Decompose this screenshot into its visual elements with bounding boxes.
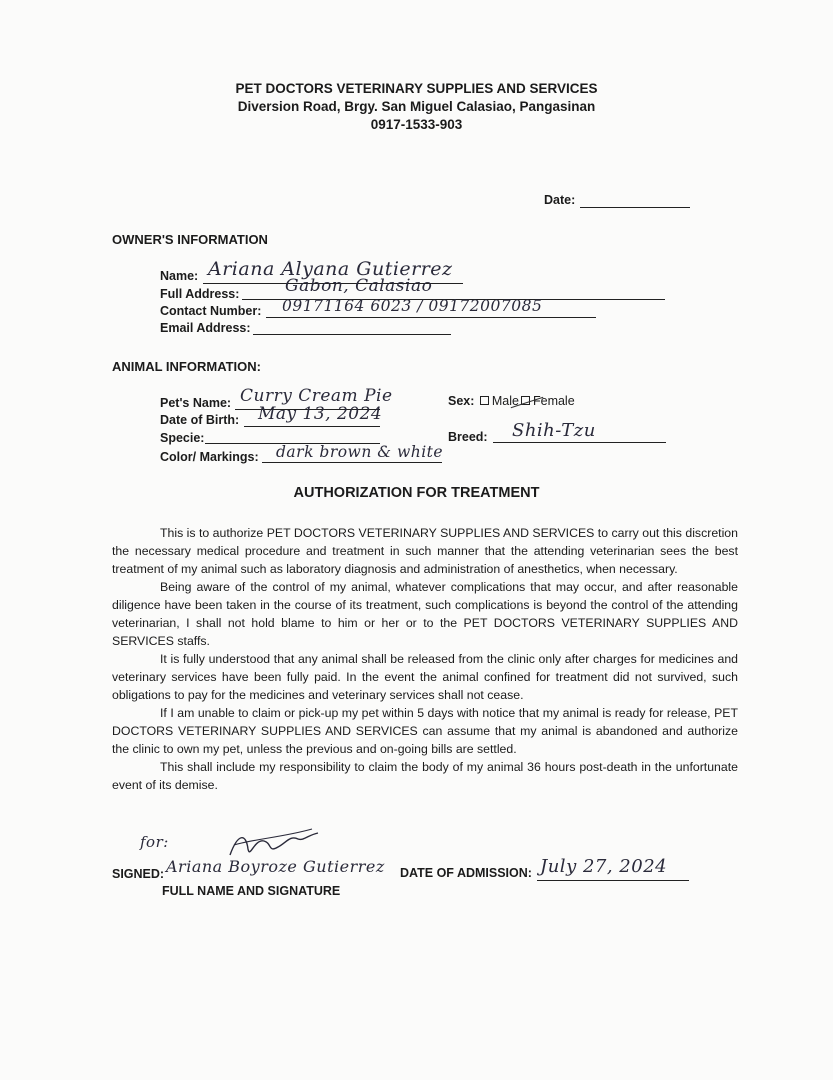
owner-contact-value: 09171164 6023 / 09172007085 [282,297,543,315]
color-value: dark brown & white [276,443,444,461]
specie-label: Specie: [160,431,205,445]
admission-date-value: July 27, 2024 [540,856,668,877]
authorization-paragraph: This shall include my responsibility to claim the body of my animal 36 hours post-death in the unfortunate event of its demise. [112,760,738,792]
authorization-paragraph: It is fully understood that any animal shall be released from the clinic only after charges for medicines and veterinary services have been fully paid. In the event the animal confined for treatment did not survived, such obligations to pay for the medicines and veterinary services shall not cease. [112,652,738,702]
owner-name-value: Ariana Alyana Gutierrez [208,258,453,280]
dob-value: May 13, 2024 [258,404,383,424]
male-checkbox[interactable] [480,396,489,405]
owner-address-value: Gabon, Calasiao [285,276,433,296]
sex-label: Sex: [448,394,475,408]
signature-caption: FULL NAME AND SIGNATURE [162,884,341,898]
color-line [262,462,442,463]
sex-male-option: Male [491,394,519,408]
admission-date-label: DATE OF ADMISSION: [400,866,532,880]
dob-line [244,426,380,427]
sex-female-option: Female [532,394,575,408]
authorization-paragraph: Being aware of the control of my animal, whatever complications that may occur, and after reasonable diligence have been taken in the course of its treatment, such complications is beyond the control of the attending veterinarian, I shall not hold blame to him or her or to the PET DOCTORS VETERINARY SUPPLIES AND SERVICES staffs. [112,580,738,648]
pet-name-label: Pet's Name: [160,396,232,410]
date-line [580,207,690,208]
animal-section-title: ANIMAL INFORMATION: [112,359,261,374]
breed-label: Breed: [448,430,488,444]
admission-date-line [537,880,689,881]
breed-value: Shih-Tzu [512,420,596,441]
clinic-phone: 0917-1533-903 [370,117,463,132]
clinic-name: PET DOCTORS VETERINARY SUPPLIES AND SERVICES [235,81,598,96]
owner-section-title: OWNER'S INFORMATION [112,232,268,247]
color-label: Color/ Markings: [160,450,259,464]
signed-value: Ariana Boyroze Gutierrez [166,857,385,876]
signed-label: SIGNED: [112,867,165,881]
owner-email-label: Email Address: [160,321,251,335]
owner-email-line [253,334,451,335]
clinic-header [0,80,833,134]
dob-label: Date of Birth: [160,413,240,427]
clinic-address: Diversion Road, Brgy. San Miguel Calasiao, Pangasinan [237,99,596,114]
authorization-paragraph: If I am unable to claim or pick-up my pet within 5 days with notice that my animal is ready for release, PET DOCTORS VETERINARY SUPPLIES AND SERVICES can assume that my animal is abandoned and authorize the clinic to own my pet, unless the previous and on-going bills are settled. [112,706,738,756]
breed-line [493,442,666,443]
pet-name-value: Curry Cream Pie [240,386,393,406]
authorization-title: AUTHORIZATION FOR TREATMENT [293,485,540,501]
for-note: for: [140,833,169,851]
authorization-paragraph: This is to authorize PET DOCTORS VETERINARY SUPPLIES AND SERVICES to carry out this discretion the necessary medical procedure and treatment in such manner that the attending veterinarian sees the best treatment of my animal such as laboratory diagnosis and administration of anesthetics, when necessary. [112,526,738,576]
owner-contact-line [266,317,596,318]
owner-address-label: Full Address: [160,287,240,301]
owner-contact-label: Contact Number: [160,304,262,318]
authorization-body [112,524,738,794]
date-label: Date: [544,193,576,207]
owner-name-label: Name: [160,269,199,283]
